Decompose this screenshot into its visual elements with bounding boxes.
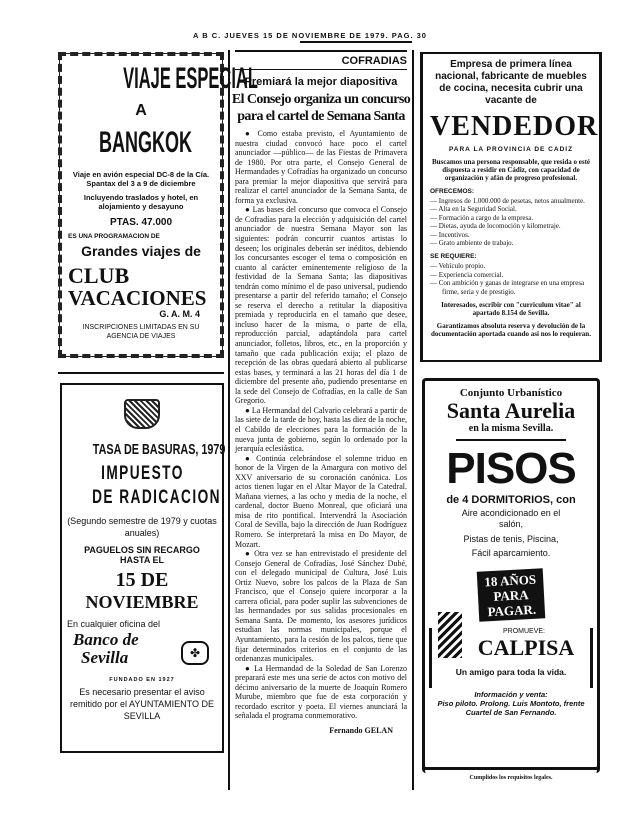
article-paragraph: ● Continúa celebrándose el solemne triduo en honor de la Virgen de la Amargura con motivo del XXV aniversario de su coronación canónica. Los actos tienen lugar en el Altar Mayor de la Catedral. Mañana viernes, a las ocho y media de la noche, el cardenal, doctor Bueno Monreal, que oficiará una misa de rito pontifical. Intervendrá la Asociación Coral de Sevilla, bajo la dirección de Juan Rodríguez Romero. Se interpretará la misa en Do Mayor, de Mozart.: [235, 453, 407, 549]
article-kicker: Premiará la mejor diapositiva: [244, 76, 398, 88]
tax-radicacion: DE RADICACION: [92, 487, 221, 508]
bangkok-travel-ad: [58, 52, 258, 358]
ad-gam: G. A. M. 4: [159, 309, 200, 319]
page-header: A B C. JUEVES 15 DE NOVIEMBRE DE 1979. PAG. 30: [193, 31, 427, 40]
requirements-heading: SE REQUIERE:: [430, 253, 477, 261]
housing-pools: Pistas de tenis, Piscina,: [463, 534, 559, 544]
ad-a: A: [135, 102, 147, 119]
housing-l1: Conjunto Urbanístico: [459, 387, 563, 399]
offer-item: — Incentivos.: [430, 230, 470, 239]
article-paragraph: ● La Hermandad del Calvario celebrará a partir de las siete de la tarde de hoy, hasta las diez de la noche, el Cabildo de elecciones para la formación de la nueva junta de gobierno, según lo ordenado por la jerarquía eclesiástica.: [235, 405, 407, 454]
bank-logo-line2: Sevilla: [81, 648, 129, 667]
tax-date-day: 15 DE: [115, 569, 169, 591]
bank-founded: FUNDADO EN 1927: [109, 677, 175, 683]
section-label: COFRADIAS: [235, 50, 407, 70]
housing-bedrooms: de 4 DORMITORIOS, con: [446, 494, 576, 506]
requirement-item: — Con ambición y ganas de integrarse en una empresa firme, seria y de prestigio.: [430, 279, 585, 296]
requirement-item: — Experiencia comercial.: [430, 270, 504, 279]
ad-includes: Incluyendo traslados y hotel, en alojamiento y desayuno: [83, 193, 199, 211]
tax-notice-ad: [60, 383, 224, 753]
article-paragraph: ● Las bases del concurso que convoca el Consejo de Cofradías para la elección y adquisición del cartel anunciador de nuestra Semana Mayor son las siguientes: podrán concurrir cuantos artistas lo deseen; los originales deberán ser inéditos, debiendo los concursantes escoger el tema o composición en cuanto al carácter eminentemente religioso de la festividad de la Semana Santa; las diapositivas tendrán como mínimo el de paso universal, pudiendo presentarse a partir del referido tamaño; el Consejo se reserva el derecho a retitular la diapositiva premiada y reproducirla en el tamaño que desee, incluso hacer de la misma, o parte de ella, reproducción parcial, adaptándola para cartel anunciador, folletos, libros, etc., en la proporción y tamaño que cada publicación exija; el plazo de recepción de las obras quedará abierto al publicarse estas bases, y terminará a las 21 horas del día 1 de diciembre del presente año, pudiendo presentarse en la sede del Consejo de Cofradías, en la calle de San Gregorio.: [235, 205, 407, 406]
job-contact: Interesados, escribir con "curriculum vitae" al apartado 8.154 de Sevilla.: [441, 301, 581, 318]
salesperson-job-ad: [420, 52, 602, 362]
tax-date-month: NOVIEMBRE: [85, 592, 199, 612]
job-description: Buscamos una persona responsable, que resida o esté dispuesta a residir en Cádiz, con capacidad de organización y afán de progreso profesional.: [431, 158, 591, 182]
ad-prog: ES UNA PROGRAMACION DE: [68, 233, 160, 240]
offer-item: — Formación a cargo de la empresa.: [430, 213, 534, 222]
housing-location: en la misma Sevilla.: [468, 423, 554, 434]
requirement-item: — Vehículo propio.: [430, 262, 486, 271]
info-label: Información y venta:: [474, 690, 548, 699]
job-province: PARA LA PROVINCIA DE CADIZ: [448, 146, 574, 153]
article-paragraph: ● Como estaba previsto, el Ayuntamiento de nuestra ciudad convocó hace poco el cartel anunciador —público— de las Fiestas de Primavera de 1980. Por otra parte, el Consejo General de Hermandades y Cofradías ha organizado un concurso para premiar la mejor diapositiva que servirá para realizar el cartel anunciador de la Semana Santa, de forma ya exclusiva.: [235, 129, 407, 205]
ad-grandes: Grandes viajes de: [81, 243, 201, 259]
promoter-label: PROMUEVE:: [502, 628, 545, 635]
tax-pay: PAGUELOS SIN RECARGO: [84, 545, 200, 555]
tax-notice: Es necesario presentar el aviso remitido por el AYUNTAMIENTO DE SEVILLA: [69, 687, 215, 721]
job-guarantee: Garantizamos absoluta reserva y devolución de la documentación aportada cuando así nos lo requieran.: [431, 322, 591, 339]
calpisa-logo-icon: [438, 612, 462, 658]
article-byline: Fernando GELAN: [329, 725, 393, 735]
ad-vacaciones: VACACIONES: [68, 286, 207, 310]
promoter-brand: CALPISA: [477, 635, 575, 660]
offers-heading: OFRECEMOS:: [430, 188, 475, 195]
offer-item: — Alta en la Seguridad Social.: [430, 205, 517, 214]
ad-club: CLUB: [68, 263, 130, 288]
tax-impuesto: IMPUESTO: [100, 463, 184, 484]
tax-semester: (Segundo semestre de 1979 y cuotas anuales): [67, 516, 217, 538]
ad-flight: Viaje en avión especial DC-8 de la Cía. Spantax del 3 a 9 de diciembre: [72, 170, 210, 188]
tax-office: En cualquier oficina del: [67, 619, 161, 629]
bank-logo-line1: Banco de: [73, 630, 139, 649]
article-cofradias: [228, 50, 414, 790]
ad-price: PTAS. 47.000: [109, 217, 173, 228]
housing-pisos: PISOS: [446, 444, 576, 493]
payment-badge: 18 AÑOS PARA PAGAR.: [477, 568, 546, 621]
offer-item: — Grato ambiente de trabajo.: [430, 239, 514, 248]
ad-inscriptions: INSCRIPCIONES LIMITADAS EN SU AGENCIA DE VIAJES: [82, 324, 200, 340]
promoter-slogan: Un amigo para toda la vida.: [455, 667, 567, 677]
ad-title: VIAJE ESPECIAL: [123, 62, 258, 95]
article-headline: El Consejo organiza un concurso para el cartel de Semana Santa: [231, 92, 411, 124]
housing-name: Santa Aurelia: [446, 398, 576, 423]
santa-aurelia-housing-ad: [422, 378, 600, 773]
housing-ac: Aire acondicionado en el salón,: [461, 508, 561, 529]
offer-item: — Ingresos de 1.000.000 de pesetas, netos anualmente.: [430, 197, 585, 205]
tax-until: HASTA EL: [120, 555, 164, 565]
job-intro: Empresa de primera línea nacional, fabricante de muebles de cocina, necesita cubrir una vacante de: [435, 59, 587, 106]
header-rule: [300, 41, 412, 43]
job-title: VENDEDOR: [430, 111, 599, 142]
article-paragraph: ● La Hermandad de la Soledad de San Lorenzo preparará este mes una serie de actos con motivo del décimo aniversario de la muerte de Joaquín Romero Murube, miembro que fue de esta corporación y recordado escritor y poeta. El viernes anunciará la señalada el programa conmemorativo.: [235, 663, 407, 721]
coat-of-arms-icon: [124, 399, 160, 429]
housing-parking: Fácil aparcamiento.: [471, 548, 551, 558]
ad-destination: BANGKOK: [99, 126, 192, 159]
legal-note: Cumplidos los requisitos legales.: [469, 775, 553, 781]
showflat-address: Piso piloto. Prolong. Luis Montoto, frente Cuartel de San Fernando.: [437, 699, 585, 717]
article-paragraph: ● Otra vez se han entrevistado el presidente del Consejo General de Cofradías, José Sánchez Dubé, con el delegado municipal de Cultura, José Luis Ortiz Nuevo, sobre los palcos de la Plaza de San Francisco, que el Consejo quiere incorporar a la carrera oficial, para poder suplir las subvenciones de las hermandades por sus salidas procesionales en Semana Santa. De momento, los asesores jurídicos estudian las normas municipales, porque el Ayuntamiento, para la cesión de los palcos, tiene que fijar determinados criterios en el conjunto de las ordenanzas municipales.: [235, 549, 407, 664]
bank-emblem-icon: ✤: [181, 641, 209, 665]
tax-title: TASA DE BASURAS, 1979: [92, 441, 226, 458]
divider: [58, 372, 224, 374]
offer-item: — Dietas, ayuda de locomoción y kilometraje.: [430, 222, 561, 231]
